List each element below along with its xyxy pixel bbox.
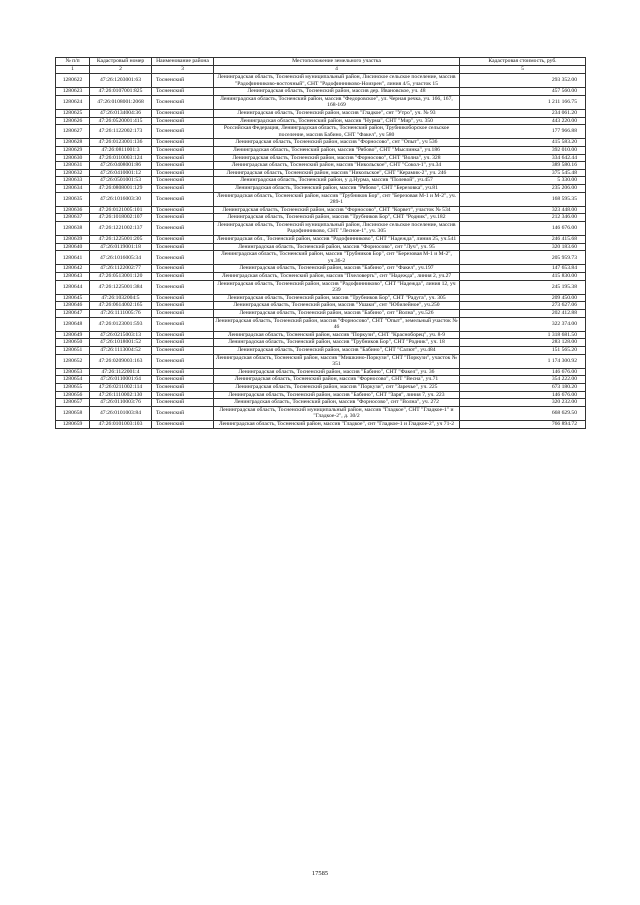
table-row [56,109,586,117]
district-cell: Тосненский [152,221,214,235]
district-cell: Тосненский [152,162,214,170]
row-number-cell: 1280628 [56,139,90,147]
row-number-cell: 1280645 [56,294,90,302]
row-number-cell: 1280634 [56,184,90,192]
cadastral-number-cell: 47:26:0121005:101 [90,206,152,214]
page-number: 17585 [311,870,329,877]
cadastral-number-cell: 47:26:0110001:64 [90,376,152,384]
row-number-cell: 1280652 [56,354,90,368]
location-cell: Ленинградская область, Тосненский муниципальный район, Лисинское сельское поселение, массив Радофинниково, СНТ "Лесное-1", уч. 305 [214,221,460,235]
table-row [56,95,586,109]
table-row [56,169,586,177]
cadastral-number-cell: 47:26:1122002:173 [90,125,152,139]
cadastral-value-cell: 147 653.84 [460,265,586,273]
district-cell: Тосненский [152,368,214,376]
cadastral-value-cell: 392 010.00 [460,146,586,154]
table-row [56,273,586,281]
district-cell: Тосненский [152,184,214,192]
cadastral-value-cell: 322 374.00 [460,317,586,331]
row-number-cell: 1280657 [56,399,90,407]
row-number-cell: 1280631 [56,162,90,170]
district-cell: Тосненский [152,206,214,214]
table-row [56,368,586,376]
district-cell: Тосненский [152,317,214,331]
header-cadastral-value: Кадастровая стоимость, руб. [460,58,586,66]
cadastral-number-cell: 47:26:0134004:36 [90,109,152,117]
table-row [56,177,586,185]
cadastral-number-cell: 47:26:0123001:136 [90,139,152,147]
cadastral-number-cell: 47:26:1032004:5 [90,294,152,302]
district-cell: Тосненский [152,88,214,96]
cadastral-number-cell: 47:26:1221002:137 [90,221,152,235]
cadastral-value-cell: 1 211 166.75 [460,95,586,109]
table-row [56,214,586,222]
cadastral-value-cell: 168 595.35 [460,192,586,206]
cadastral-number-cell: 47:26:0811001:3 [90,146,152,154]
district-cell: Тосненский [152,214,214,222]
location-cell: Российская Федерация, Ленинградская область, Тосненский район, Трубникоборское сельское поселение, массив Бабино, СНТ "Факел", уч 580 [214,125,460,139]
cadastral-value-cell: 245 195.38 [460,280,586,294]
cadastral-value-cell: 457 560.00 [460,88,586,96]
row-number-cell: 1280644 [56,280,90,294]
row-number-cell: 1280638 [56,221,90,235]
cadastral-value-cell: 209 450.00 [460,294,586,302]
district-cell: Тосненский [152,406,214,420]
cadastral-number-cell: 47:26:1111005:76 [90,310,152,318]
location-cell: Ленинградская область, Тосненский район, массив "Федоровское", ул. Черная речка, уч. 166, 167, 168-169 [214,95,460,109]
district-cell: Тосненский [152,95,214,109]
row-number-cell: 1280627 [56,125,90,139]
cadastral-value-cell: 151 565.20 [460,346,586,354]
cadastral-value-cell: 673 180.20 [460,383,586,391]
column-number: 2 [90,66,152,74]
row-number-cell: 1280640 [56,243,90,251]
cadastral-value-cell: 668 629.50 [460,406,586,420]
cadastral-value-cell: 146 676.00 [460,368,586,376]
location-cell: Ленинградская область, Тосненский район, массив "Форносово", СНТ "Весна", уч.71 [214,376,460,384]
location-cell: Ленинградская область, Тосненский район, массив "Пчеловерть", снт "Надежда", линия 2, уч.27 [214,273,460,281]
table-row [56,162,586,170]
cadastral-value-cell: 766 894.72 [460,420,586,428]
table-row [56,184,586,192]
district-cell: Тосненский [152,117,214,125]
location-cell: Ленинградская область, Тосненский район, у д.Нурма, массив "Полевой", уч.457 [214,177,460,185]
table-row [56,346,586,354]
cadastral-number-cell: 47:26:1203001:63 [90,74,152,88]
location-cell: Ленинградская область, Тосненский район, массив "Ушаки", снт "Юбилейное", уч.250 [214,302,460,310]
row-number-cell: 1280629 [56,146,90,154]
row-number-cell: 1280636 [56,206,90,214]
district-cell: Тосненский [152,154,214,162]
district-cell: Тосненский [152,265,214,273]
location-cell: Ленинградская область, Тосненский район, массив "Поркузи", СНТ "Красноборец", уч. 8-9 [214,331,460,339]
location-cell: Ленинградская область, Тосненский район, массив "Форносово", снт "Волна", уч. 272 [214,399,460,407]
row-number-cell: 1280633 [56,177,90,185]
table-row [56,294,586,302]
cadastral-number-cell: 47:26:1018002:107 [90,214,152,222]
district-cell: Тосненский [152,273,214,281]
column-number: 1 [56,66,90,74]
row-number-cell: 1280650 [56,339,90,347]
row-number-cell: 1280647 [56,310,90,318]
table-row [56,192,586,206]
row-number-cell: 1280653 [56,368,90,376]
location-cell: Ленинградская область, Тосненский район, массив "Бабино", СНТ "Салют", уч.484 [214,346,460,354]
cadastral-value-cell: 354 222.00 [460,376,586,384]
cadastral-number-cell: 47:26:1225001:384 [90,280,152,294]
cadastral-value-cell: 177 966.88 [460,125,586,139]
location-cell: Ленинградская область, Тосненский район, массив "Бабино", СНТ "Факел", уч. 36 [214,368,460,376]
district-cell: Тосненский [152,236,214,244]
table-row [56,74,586,88]
location-cell: Ленинградская область, Тосненский район, массив "Никольское", СНТ "Керамик-2", уч. 246 [214,169,460,177]
district-cell: Тосненский [152,74,214,88]
row-number-cell: 1280658 [56,406,90,420]
row-number-cell: 1280635 [56,192,90,206]
district-cell: Тосненский [152,294,214,302]
table-row [56,243,586,251]
table-row [56,302,586,310]
cadastral-value-cell: 323 448.00 [460,206,586,214]
district-cell: Тосненский [152,125,214,139]
table-row [56,125,586,139]
cadastral-number-cell: 47:26:0110003:124 [90,154,152,162]
cadastral-number-cell: 47:26:0123001:593 [90,317,152,331]
table-row [56,251,586,265]
cadastral-value-cell: 235 206.00 [460,184,586,192]
cadastral-number-cell: 47:26:1016005:34 [90,251,152,265]
table-row [56,406,586,420]
district-cell: Тосненский [152,302,214,310]
cadastral-number-cell: 47:26:1110002:130 [90,391,152,399]
cadastral-value-cell: 246 415.68 [460,236,586,244]
location-cell: Ленинградская область, Тосненский муниципальный район, Лисинское сельское поселение, массив "Радофинниково-восточный", СНТ "Радофинниково-Ноизрен", линия 4/5, участок 15 [214,74,460,88]
location-cell: Ленинградская область, Тосненский муниципальный район, массив "Гладкое", СНТ "Гладкое-1" и "Гладкое-2", д. 30/2 [214,406,460,420]
table-row [56,146,586,154]
cadastral-number-cell: 47:26:0215003:13 [90,331,152,339]
row-number-cell: 1280623 [56,88,90,96]
row-number-cell: 1280655 [56,383,90,391]
table-row [56,354,586,368]
cadastral-number-cell: 47:26:0513001:120 [90,273,152,281]
location-cell: Ленинградская область, Тосненский район, массив "Радофинниково", СНТ "Надежда", линия 12, уч 239 [214,280,460,294]
cadastral-value-cell: 146 676.00 [460,221,586,235]
row-number-cell: 1280643 [56,273,90,281]
cadastral-number-cell: 47:26:0101003:84 [90,406,152,420]
location-cell: Ленинградская область, Тосненский район, массив дер. Ивановское, уч. 48 [214,88,460,96]
table-row [56,317,586,331]
location-cell: Ленинградская область, Тосненский район, массив "Мишкино-Поркузи", СНТ "Поркузи", участок № 351 [214,354,460,368]
location-cell: Ленинградская область, Тосненский район, массив "Трубников Бор", снт "Березовая М-1 и М-2", уч.36-2 [214,251,460,265]
row-number-cell: 1280625 [56,109,90,117]
valuation-table-container [55,57,585,429]
cadastral-valuation-table [55,57,586,429]
cadastral-value-cell: 334 642.44 [460,154,586,162]
cadastral-number-cell: 47:26:0119001:18 [90,243,152,251]
district-cell: Тосненский [152,420,214,428]
district-cell: Тосненский [152,391,214,399]
table-row [56,280,586,294]
cadastral-value-cell: 320 183.60 [460,243,586,251]
table-row [56,383,586,391]
row-number-cell: 1280637 [56,214,90,222]
cadastral-value-cell: 202 412.88 [460,310,586,318]
location-cell: Ленинградская область, Тосненский район, массив "Форносово", СНТ "Корвет", участок № 534 [214,206,460,214]
cadastral-value-cell: 1 174 300.92 [460,354,586,368]
cadastral-number-cell: 47:26:0408001:86 [90,162,152,170]
header-location: Местоположение земельного участка [214,58,460,66]
location-cell: Ленинградская область, Тосненский район, массив "Поркузи", снт "Заречье", уч. 225 [214,383,460,391]
district-cell: Тосненский [152,310,214,318]
district-cell: Тосненский [152,251,214,265]
cadastral-number-cell: 47:26:0501001:53 [90,177,152,185]
table-row [56,139,586,147]
cadastral-number-cell: 47:26:0520001:415 [90,117,152,125]
location-cell: Ленинградская область, Тосненский район, массив "Трубников Бор", СНТ "Радуга", уч. 305 [214,294,460,302]
table-body [56,74,586,429]
table-header [56,58,586,74]
column-number: 3 [152,66,214,74]
table-row [56,331,586,339]
table-row [56,88,586,96]
location-cell: Ленинградская область, Тосненский район, массив "Трубников Бор", снт "Березовая М-1 и М-2", уч. 289-1 [214,192,460,206]
header-row [56,58,586,66]
column-number-row [56,66,586,74]
table-row [56,376,586,384]
cadastral-value-cell: 212 346.00 [460,214,586,222]
location-cell: Ленинградская область, Тосненский район, массив "Трубников Бор", СНТ "Родник", уч.182 [214,214,460,222]
cadastral-number-cell: 47:26:0110003:76 [90,399,152,407]
table-row [56,221,586,235]
table-row [56,265,586,273]
district-cell: Тосненский [152,354,214,368]
location-cell: Ленинградская область, Тосненский район, массив "Гладкое", снт "Утро", уч. № 93 [214,109,460,117]
cadastral-value-cell: 415 830.00 [460,273,586,281]
row-number-cell: 1280646 [56,302,90,310]
location-cell: Ленинградская область, Тосненский район, массив "Форносово", снт "Луч", уч. 95 [214,243,460,251]
row-number-cell: 1280656 [56,391,90,399]
location-cell: Ленинградская область, Тосненский район, массив "Рябово", СНТ "Березовка", уч.81 [214,184,460,192]
district-cell: Тосненский [152,399,214,407]
cadastral-number-cell: 47:26:1122001:4 [90,368,152,376]
table-row [56,236,586,244]
cadastral-number-cell: 47:26:0808001:129 [90,184,152,192]
location-cell: Ленинградская область, Тосненский район, массив "Бабино", снт "Волна", уч.526 [214,310,460,318]
row-number-cell: 1280630 [56,154,90,162]
cadastral-number-cell: 47:26:1016003:30 [90,192,152,206]
table-row [56,117,586,125]
district-cell: Тосненский [152,339,214,347]
table-row [56,154,586,162]
cadastral-number-cell: 47:26:1225001:205 [90,236,152,244]
column-number: 5 [460,66,586,74]
cadastral-value-cell: 389 580.16 [460,162,586,170]
district-cell: Тосненский [152,146,214,154]
cadastral-number-cell: 47:26:1018001:52 [90,339,152,347]
district-cell: Тосненский [152,169,214,177]
cadastral-value-cell: 443 220.00 [460,117,586,125]
table-row [56,310,586,318]
cadastral-value-cell: 293 352.00 [460,74,586,88]
cadastral-value-cell: 375 545.48 [460,169,586,177]
location-cell: Ленинградская область, Тосненский район, массив "Рябово", СНТ "Мыслинка", уч.186 [214,146,460,154]
row-number-cell: 1280622 [56,74,90,88]
row-number-cell: 1280648 [56,317,90,331]
table-row [56,420,586,428]
location-cell: Ленинградская обл., Тосненский район, массив "Радофинниково", СНТ "Надежда", линия 25, уч.541 [214,236,460,244]
district-cell: Тосненский [152,192,214,206]
table-row [56,206,586,214]
district-cell: Тосненский [152,109,214,117]
district-cell: Тосненский [152,383,214,391]
location-cell: Ленинградская область, Тосненский район, массив "Нурма", СНТ "Мир", уч. 350 [214,117,460,125]
cadastral-value-cell: 415 583.20 [460,139,586,147]
row-number-cell: 1280639 [56,236,90,244]
location-cell: Ленинградская область, Тосненский район, массив "Бабино", снт "Факел", уч.197 [214,265,460,273]
cadastral-number-cell: 47:26:0410001:12 [90,169,152,177]
row-number-cell: 1280632 [56,169,90,177]
district-cell: Тосненский [152,346,214,354]
cadastral-value-cell: 273 627.06 [460,302,586,310]
cadastral-value-cell: 5 330.00 [460,177,586,185]
cadastral-number-cell: 47:26:0108001:2068 [90,95,152,109]
district-cell: Тосненский [152,177,214,185]
location-cell: Ленинградская область, Тосненский район, массив "Бабино", СНТ "Заря", линия 7, уч. 223 [214,391,460,399]
column-number: 4 [214,66,460,74]
row-number-cell: 1280624 [56,95,90,109]
header-number: № п/п [56,58,90,66]
location-cell: Ленинградская область, Тосненский район, массив "Никольское", СНТ "Сокол-1", уч.34 [214,162,460,170]
cadastral-number-cell: 47:26:1113004:52 [90,346,152,354]
location-cell: Ленинградская область, Тосненский район, массив "Форносово", СНТ "Опыт", земельный участок № 46 [215,317,458,331]
district-cell: Тосненский [152,243,214,251]
location-cell: Ленинградская область, Тосненский район, массив "Трубников Бор", СНТ "Родник", уч. 18 [214,339,460,347]
district-cell: Тосненский [152,376,214,384]
cadastral-value-cell: 234 061.20 [460,109,586,117]
row-number-cell: 1280626 [56,117,90,125]
cadastral-number-cell: 47:26:0211002:114 [90,383,152,391]
row-number-cell: 1280651 [56,346,90,354]
header-cadastral-number: Кадастровый номер [90,58,152,66]
district-cell: Тосненский [152,139,214,147]
row-number-cell: 1280641 [56,251,90,265]
row-number-cell: 1280654 [56,376,90,384]
location-cell: Ленинградская область, Тосненский район, массив "Гладкое", снт "Гладкое-1 и Гладкое-2", уч 71-2 [214,420,460,428]
cadastral-number-cell: 47:26:0614002:165 [90,302,152,310]
cadastral-number-cell: 47:26:0101003:103 [90,420,152,428]
row-number-cell: 1280659 [56,420,90,428]
cadastral-value-cell: 146 676.00 [460,391,586,399]
cadastral-number-cell: 47:26:1122002:77 [90,265,152,273]
table-row [56,391,586,399]
location-cell: Ленинградская область, Тосненский район, массив "Форносово", снт "Опыт", уч 536 [214,139,460,147]
header-district: Наименование района [152,58,214,66]
cadastral-value-cell: 283 128.00 [460,339,586,347]
cadastral-value-cell: 205 959.73 [460,251,586,265]
district-cell: Тосненский [152,280,214,294]
cadastral-value-cell: 1 318 681.50 [460,331,586,339]
cadastral-value-cell: 320 232.00 [460,399,586,407]
cadastral-number-cell: 47:26:0209003:163 [90,354,152,368]
cadastral-number-cell: 47:26:0107001:825 [90,88,152,96]
row-number-cell: 1280649 [56,331,90,339]
district-cell: Тосненский [152,331,214,339]
table-row [56,339,586,347]
table-row [56,399,586,407]
row-number-cell: 1280642 [56,265,90,273]
location-cell: Ленинградская область, Тосненский район, массив "Форносово", СНТ "Волна", уч. 328 [214,154,460,162]
